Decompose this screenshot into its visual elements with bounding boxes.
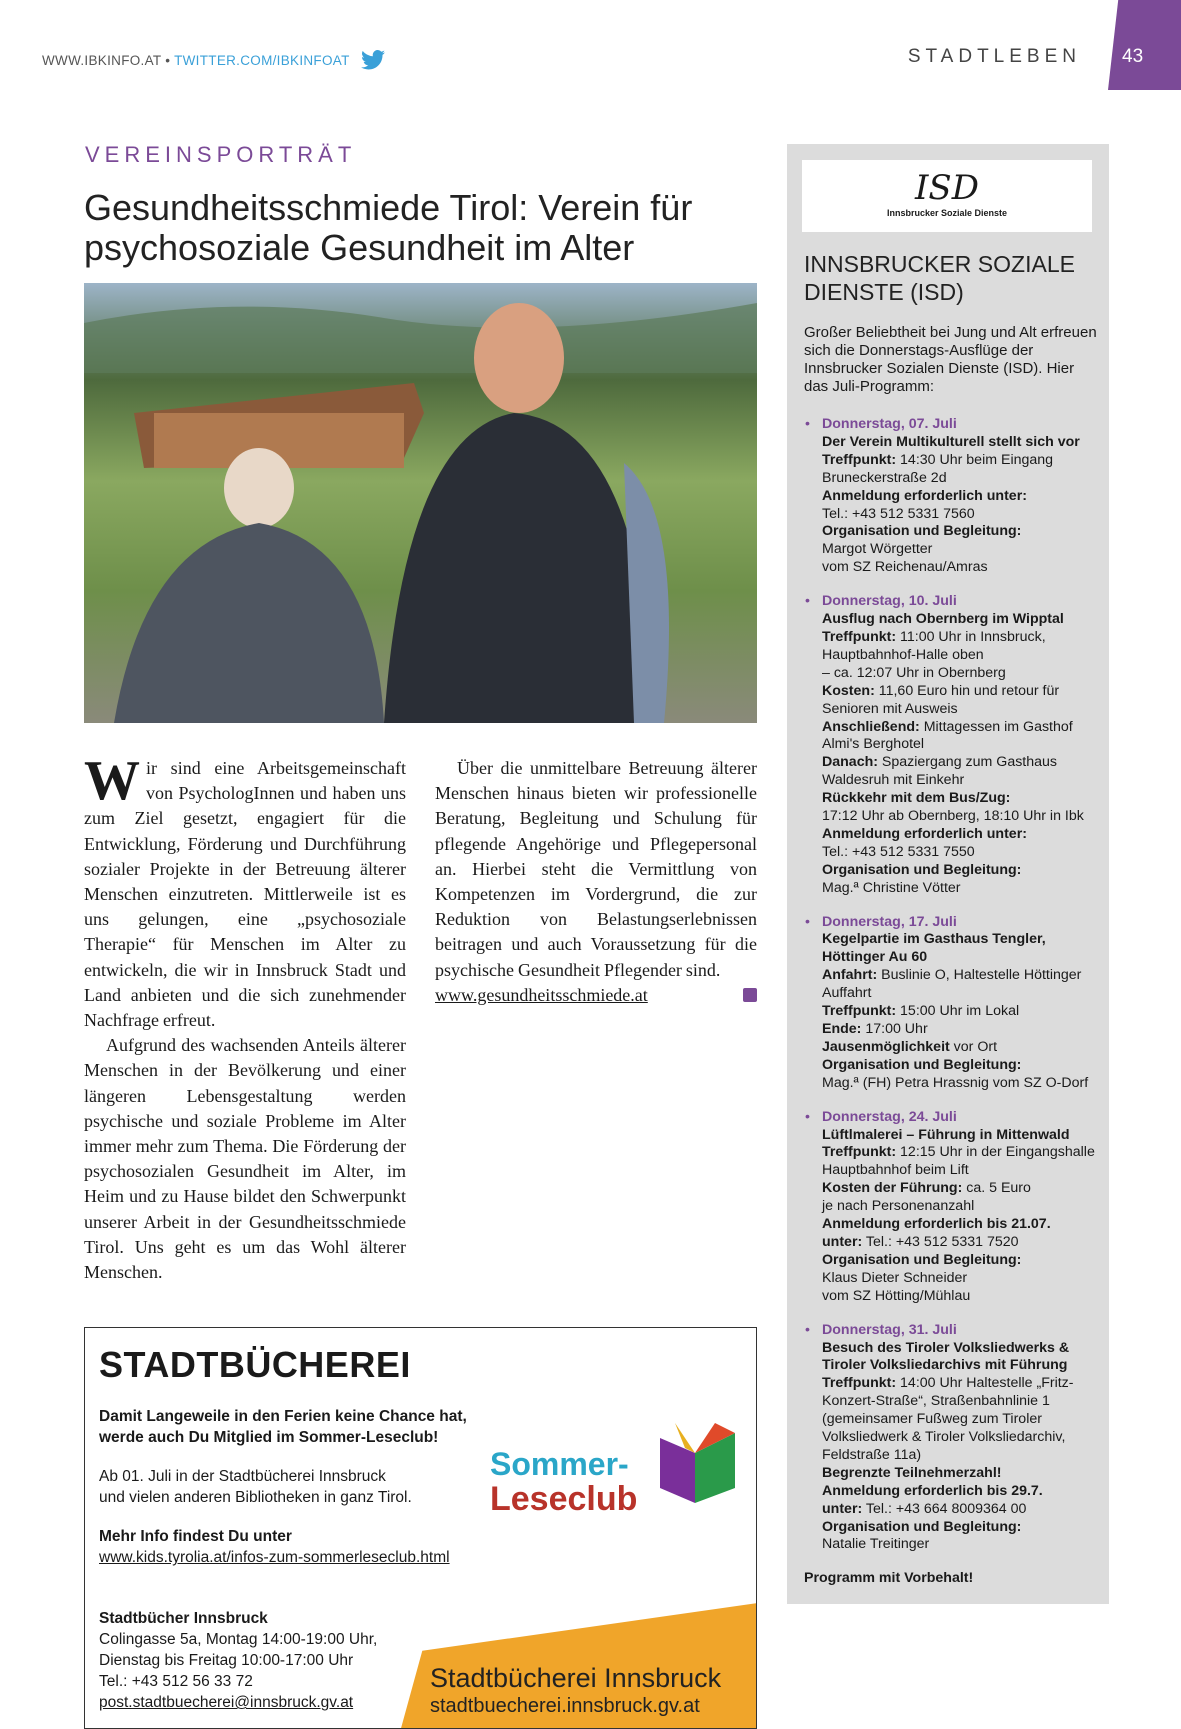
- section-label: STADTLEBEN: [907, 46, 1081, 67]
- event-value: Tel.: +43 512 5331 7520: [862, 1233, 1019, 1250]
- logo-line: Leseclub: [490, 1480, 638, 1519]
- event-line: [822, 523, 1099, 541]
- event-line: [822, 1519, 1099, 1537]
- event-label: Ende:: [822, 1021, 862, 1037]
- event-line: [822, 1216, 1099, 1234]
- separator: •: [161, 53, 175, 68]
- article-kicker: VEREINSPORTRÄT: [85, 142, 357, 167]
- website-link[interactable]: www.gesundheitsschmiede.at: [435, 984, 648, 1005]
- event-line: [822, 826, 1099, 844]
- logo-mark: ISD: [915, 168, 979, 208]
- event-line: [822, 434, 1099, 452]
- event-list: [804, 416, 1099, 1554]
- event-line: 17:12 Uhr ab Obernberg, 18:10 Uhr in Ibk: [822, 808, 1084, 825]
- event-label: Kosten der Führung:: [822, 1180, 963, 1197]
- event-label: Treffpunkt:: [822, 451, 897, 468]
- event-value: Buslinie O, Haltestelle Höttinger Auffahrt: [822, 967, 1082, 1002]
- event-line: Mag.ª (FH) Petra Hrassnig vom SZ O-Dorf: [822, 1074, 1089, 1091]
- event-label: Organisation und Begleitung:: [822, 1056, 1022, 1073]
- photo-illustration: [84, 283, 757, 723]
- event-value: 11:00 Uhr in Innsbruck, Hauptbahnhof-Halle oben: [822, 628, 1046, 663]
- event-label: unter:: [822, 1233, 863, 1250]
- isd-sidebar: [787, 144, 1109, 1604]
- event-line: [822, 452, 1099, 488]
- event-value: 15:00 Uhr im Lokal: [896, 1003, 1020, 1020]
- logo-text: Innsbrucker Soziale Dienste: [886, 208, 1008, 218]
- event-line: [822, 1375, 1099, 1465]
- lead-line: Damit Langeweile in den Ferien keine Chance hat,: [99, 1408, 467, 1426]
- sidebar-intro: Großer Beliebtheit bei Jung und Alt erfreuen sich die Donnerstags-Ausflüge der Innsbrucker Sozialen Dienste (ISD). Hier das Juli-Programm:: [804, 324, 1097, 395]
- logo-line: Sommer-: [490, 1446, 629, 1483]
- event-line: [822, 1021, 1099, 1039]
- event-line: [822, 862, 1099, 880]
- info-line: Ab 01. Juli in der Stadtbücherei Innsbruck: [99, 1468, 386, 1486]
- event-label: unter:: [822, 1500, 863, 1517]
- info-line: und vielen anderen Bibliotheken in ganz Tirol.: [99, 1489, 412, 1507]
- event-line: [822, 1144, 1099, 1180]
- event-label: Organisation und Begleitung:: [822, 1251, 1022, 1268]
- event-item: [804, 593, 1099, 897]
- event-label: Ausflug nach Obernberg im Wipptal: [822, 611, 1064, 628]
- event-line: [822, 1501, 1099, 1519]
- event-line: [822, 1252, 1099, 1270]
- event-value: Mittagessen im Gasthof Almi's Berghotel: [822, 718, 1073, 753]
- event-label: Treffpunkt:: [822, 628, 897, 645]
- event-date: • Donnerstag, 24. Juli: [822, 1108, 957, 1125]
- isd-logo: [802, 160, 1092, 232]
- event-item: [804, 1322, 1099, 1555]
- library-brand: [430, 1664, 721, 1720]
- event-line: [822, 629, 1099, 665]
- event-label: Rückkehr mit dem Bus/Zug:: [822, 790, 1011, 807]
- sidebar-title: INNSBRUCKER SOZIALE DIENSTE (ISD): [804, 251, 1075, 305]
- library-text: [99, 1406, 479, 1568]
- event-line: [822, 719, 1099, 755]
- event-line: je nach Personenanzahl: [822, 1198, 975, 1215]
- event-label: Anfahrt:: [822, 967, 878, 984]
- event-line: – ca. 12:07 Uhr in Obernberg: [822, 664, 1006, 681]
- address-title: Stadtbücher Innsbruck: [99, 1610, 268, 1628]
- lead-line: werde auch Du Mitglied im Sommer-Leseclub!: [99, 1429, 439, 1447]
- event-label: Anmeldung erforderlich unter:: [822, 825, 1027, 842]
- phone: Tel.: +43 512 56 33 72: [99, 1673, 253, 1691]
- event-line: [822, 1234, 1099, 1252]
- library-title: STADTBÜCHEREI: [99, 1344, 411, 1386]
- event-label: Jausenmöglichkeit: [822, 1038, 950, 1055]
- book-icon: [655, 1418, 745, 1508]
- page-number: 43: [1122, 46, 1144, 67]
- event-date: • Donnerstag, 07. Juli: [822, 416, 957, 432]
- event-date: • Donnerstag, 31. Juli: [822, 1321, 957, 1338]
- paragraph: ir sind eine Arbeitsgemeinschaft von PsychologInnen und haben uns zum Ziel gesetzt, engagiert für die Entwicklung, Förderung und Durchführung sozialer Projekte in der Betreuung älterer Menschen einzutreten. Mittlerweile ist es uns gelungen, eine „psychosoziale Therapie“ für Menschen im Alter zu entwickeln, die wir in Innsbruck Stadt und Land anbieten und die sich zunehmender Nachfrage erfreut.: [84, 758, 406, 1031]
- more-info-label: Mehr Info findest Du unter: [99, 1528, 292, 1546]
- twitter-bird-icon: [361, 50, 385, 70]
- event-line: [822, 611, 1099, 629]
- hours-line: Dienstag bis Freitag 10:00-17:00 Uhr: [99, 1652, 354, 1670]
- page-tab: [1108, 0, 1181, 90]
- paragraph: Über die unmittelbare Betreuung älterer Menschen hinaus bieten wir professionelle Beratung, Begleitung und Schulung für pflegende Angehörige und Pflegepersonal an. Hierbei steht die Vermittlung von Kompetenzen im Vordergrund, die zur Reduktion von Belastungserlebnissen beitragen und auch Voraussetzung für die psychische Gesundheit Pflegender sind.: [435, 758, 757, 980]
- event-label: Anmeldung erforderlich bis 21.07.: [822, 1216, 1051, 1233]
- event-value: 11,60 Euro hin und retour für Senioren mit Ausweis: [822, 682, 1060, 717]
- event-label: Treffpunkt:: [822, 1375, 897, 1392]
- event-line: [822, 488, 1099, 506]
- event-label: Anmeldung erforderlich bis 29.7.: [822, 1482, 1043, 1499]
- event-value: ca. 5 Euro: [962, 1180, 1031, 1197]
- event-line: [822, 1483, 1099, 1501]
- event-label: Lüftlmalerei – Führung in Mittenwald: [822, 1126, 1070, 1143]
- email-link[interactable]: post.stadtbuecherei@innsbruck.gv.at: [99, 1694, 354, 1712]
- event-item: [804, 914, 1099, 1093]
- event-label: Organisation und Begleitung:: [822, 1518, 1022, 1535]
- event-line: [822, 1039, 1099, 1057]
- event-line: [822, 1003, 1099, 1021]
- article-columns: [84, 750, 757, 1285]
- event-line: vom SZ Reichenau/Amras: [822, 559, 988, 576]
- event-line: [822, 1340, 1099, 1376]
- event-label: Besuch des Tiroler Volksliedwerks & Tiroler Volksliedarchivs mit Führung: [822, 1339, 1070, 1374]
- main-flow: [84, 750, 757, 1729]
- event-label: Kegelpartie im Gasthaus Tengler, Höttinger Au 60: [822, 931, 1046, 966]
- paragraph: Aufgrund des wachsenden Anteils älterer Menschen in der Bevölkerung und einer längeren Lebensgestaltung werden psychische und soziale Probleme im Alter immer mehr zum Thema. Die Förderung der psychosozialen Gesundheit im Alter, im Heim und zu Hause bildet den Schwerpunkt unserer Arbeit in der Gesundheitsschmiede Tirol. Uns geht es um das Wohl älterer Menschen.: [84, 1035, 406, 1283]
- article-column-2: [435, 756, 757, 1008]
- event-line: Tel.: +43 512 5331 7560: [822, 505, 975, 522]
- event-line: [822, 790, 1099, 808]
- event-line: [822, 683, 1099, 719]
- event-label: Der Verein Multikulturell stellt sich vor: [822, 433, 1080, 450]
- event-label: Treffpunkt:: [822, 1003, 897, 1020]
- event-line: [822, 1057, 1099, 1075]
- event-line: vom SZ Hötting/Mühlau: [822, 1287, 971, 1304]
- event-line: Natalie Treitinger: [822, 1536, 930, 1553]
- event-value: 17:00 Uhr: [861, 1021, 928, 1037]
- event-date: • Donnerstag, 17. Juli: [822, 913, 957, 930]
- library-address: [99, 1608, 419, 1713]
- event-line: Klaus Dieter Schneider: [822, 1269, 968, 1286]
- drop-cap: W: [84, 750, 140, 812]
- event-value: Tel.: +43 664 8009364 00: [862, 1500, 1027, 1517]
- event-value: 14:00 Uhr Haltestelle „Fritz-Konzert-Straße“, Straßenbahnlinie 1 (gemeinsamer Fußweg zum Tiroler Volksliedwerk & Tiroler Volksliedarchiv, Feldstraße 11a): [822, 1375, 1074, 1463]
- event-line: [822, 754, 1099, 790]
- sidebar-footer: Programm mit Vorbehalt!: [804, 1570, 974, 1587]
- event-label: Treffpunkt:: [822, 1144, 897, 1161]
- event-line: [822, 1127, 1099, 1145]
- event-line: [822, 967, 1099, 1003]
- event-line: [822, 1180, 1099, 1198]
- event-label: Organisation und Begleitung:: [822, 861, 1022, 878]
- event-value: 12:15 Uhr in der Eingangshalle Hauptbahnhof beim Lift: [822, 1144, 1095, 1179]
- event-line: [822, 1465, 1099, 1483]
- leseclub-link[interactable]: www.kids.tyrolia.at/infos-zum-sommerleseclub.html: [99, 1549, 450, 1567]
- address-line: Colingasse 5a, Montag 14:00-19:00 Uhr,: [99, 1631, 378, 1649]
- event-label: Danach:: [822, 754, 878, 771]
- header-links: [42, 50, 385, 70]
- event-value: vor Ort: [949, 1038, 998, 1055]
- twitter-link[interactable]: TWITTER.COM/IBKINFOAT: [174, 53, 350, 68]
- event-value: Spaziergang zum Gasthaus Waldesruh mit Einkehr: [822, 754, 1058, 789]
- event-date: • Donnerstag, 10. Juli: [822, 593, 957, 610]
- event-label: Kosten:: [822, 682, 875, 699]
- event-label: Anschließend:: [822, 718, 920, 735]
- article-photo: [84, 283, 757, 723]
- brand-name: Stadtbücherei Innsbruck: [430, 1663, 722, 1694]
- end-mark-icon: [743, 988, 757, 1002]
- event-label: Organisation und Begleitung:: [822, 523, 1022, 540]
- event-label: Anmeldung erforderlich unter:: [822, 487, 1027, 504]
- event-item: [804, 416, 1099, 577]
- event-line: Tel.: +43 512 5331 7550: [822, 843, 975, 860]
- event-line: Margot Wörgetter: [822, 541, 933, 558]
- article-title: Gesundheitsschmiede Tirol: Verein für psychosoziale Gesundheit im Alter: [84, 187, 693, 268]
- sommer-leseclub-logo: [490, 1418, 750, 1588]
- event-line: [822, 931, 1099, 967]
- event-item: [804, 1109, 1099, 1306]
- library-ad-box: [84, 1327, 757, 1729]
- event-value: 14:30 Uhr beim Eingang Bruneckerstraße 2d: [822, 451, 1054, 486]
- article-column-1: [84, 750, 406, 1285]
- brand-url[interactable]: stadtbuecherei.innsbruck.gv.at: [430, 1695, 700, 1718]
- event-label: Begrenzte Teilnehmerzahl!: [822, 1464, 1002, 1481]
- site-link[interactable]: WWW.IBKINFO.AT: [42, 53, 162, 68]
- event-line: Mag.ª Christine Vötter: [822, 879, 961, 896]
